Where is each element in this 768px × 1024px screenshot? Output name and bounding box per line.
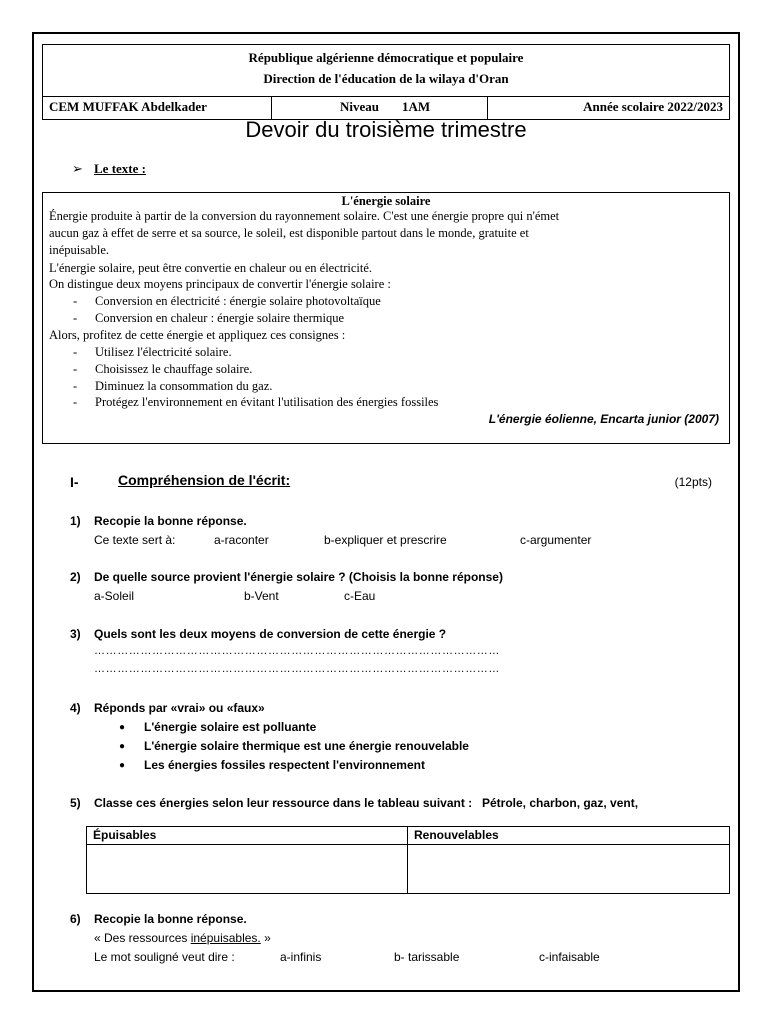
header-year: Année scolaire 2022/2023 — [583, 99, 723, 114]
bullet-icon: ● — [119, 722, 126, 733]
question-text: De quelle source provient l'énergie solaire ? (Choisis la bonne réponse) — [94, 570, 503, 584]
exam-page — [32, 32, 740, 992]
question-number: 2) — [70, 570, 81, 584]
quote-close: » — [264, 931, 271, 945]
question-text: Recopie la bonne réponse. — [94, 912, 247, 926]
text-source: L'énergie éolienne, Encarta junior (2007) — [488, 412, 719, 426]
text-title: L'énergie solaire — [341, 194, 431, 208]
dash: - — [73, 362, 78, 376]
column-header-renewable: Renouvelables — [414, 828, 499, 842]
question-text: Quels sont les deux moyens de conversion de cette énergie ? — [94, 627, 447, 641]
part-number: I- — [70, 474, 79, 490]
text-line: L'énergie solaire, peut être convertie en chaleur ou en électricité. — [49, 261, 373, 275]
question-number: 5) — [70, 796, 81, 810]
header-republic: République algérienne démocratique et populaire — [248, 50, 524, 65]
advice-intro: Alors, profitez de cette énergie et appliquez ces consignes : — [49, 328, 346, 342]
bullet-icon: ● — [119, 760, 126, 771]
classification-table — [86, 826, 730, 894]
option-b: b-expliquer et prescrire — [324, 533, 447, 547]
text-line: inépuisable. — [49, 243, 110, 257]
dash: - — [73, 311, 78, 325]
text-section-label: Le texte : — [94, 161, 146, 176]
column-header-exhaustible: Épuisables — [93, 828, 157, 842]
option-a: a-raconter — [214, 533, 269, 547]
answer-line: …………………………………………………………………………………………… — [94, 663, 500, 675]
question-prompt: Ce texte sert à: — [94, 533, 176, 547]
question-text: Réponds par «vrai» ou «faux» — [94, 701, 265, 715]
dash: - — [73, 345, 78, 359]
advice-item: Protégez l'environnement en évitant l'utilisation des énergies fossiles — [95, 395, 439, 409]
question-text: Recopie la bonne réponse. — [94, 514, 247, 528]
option-c: c-infaisable — [539, 950, 600, 964]
question-number: 3) — [70, 627, 81, 641]
header-direction: Direction de l'éducation de la wilaya d'Oran — [263, 71, 509, 86]
true-false-item: L'énergie solaire est polluante — [144, 720, 317, 734]
part-points: (12pts) — [674, 475, 712, 489]
header-info-row — [43, 96, 729, 119]
question-prompt: Le mot souligné veut dire : — [94, 950, 235, 964]
true-false-item: Les énergies fossiles respectent l'environnement — [144, 758, 425, 772]
level-label: Niveau — [340, 99, 379, 114]
dash: - — [73, 294, 78, 308]
reading-text-box — [42, 192, 730, 444]
option-c: c-argumenter — [520, 533, 592, 547]
quote — [94, 931, 271, 945]
text-line: On distingue deux moyens principaux de convertir l'énergie solaire : — [49, 277, 391, 291]
advice-item: Utilisez l'électricité solaire. — [95, 345, 232, 359]
quote-open: « Des ressources — [94, 931, 188, 945]
text-line: aucun gaz à effet de serre et sa source, le soleil, est disponible partout dans le monde, gratuite et — [49, 226, 529, 240]
header-school: CEM MUFFAK Abdelkader — [43, 97, 272, 120]
part-title: Compréhension de l'écrit: — [118, 472, 291, 488]
bullet-icon: ● — [119, 741, 126, 752]
option-b: b- tarissable — [394, 950, 460, 964]
option-a: a-Soleil — [94, 589, 135, 603]
question-text: Classe ces énergies selon leur ressource dans le tableau suivant : — [94, 796, 473, 810]
option-c: c-Eau — [344, 589, 376, 603]
level-value: 1AM — [402, 99, 431, 114]
conversion-item: Conversion en chaleur : énergie solaire thermique — [95, 311, 344, 325]
option-b: b-Vent — [244, 589, 279, 603]
dash: - — [73, 379, 78, 393]
dash: - — [73, 395, 78, 409]
question-number: 1) — [70, 514, 81, 528]
underlined-word: inépuisables. — [190, 931, 261, 945]
question-number: 4) — [70, 701, 81, 715]
table-header-row — [87, 827, 729, 845]
conversion-item: Conversion en électricité : énergie solaire photovoltaïque — [95, 294, 381, 308]
answer-line: …………………………………………………………………………………………… — [94, 645, 500, 657]
energy-words: Pétrole, charbon, gaz, vent, — [482, 796, 639, 810]
option-a: a-infinis — [280, 950, 322, 964]
true-false-item: L'énergie solaire thermique est une énergie renouvelable — [144, 739, 469, 753]
advice-item: Choisissez le chauffage solaire. — [95, 362, 253, 376]
page-title: Devoir du troisième trimestre — [245, 117, 527, 142]
question-number: 6) — [70, 912, 81, 926]
text-line: Énergie produite à partir de la conversion du rayonnement solaire. C'est une énergie propre qui n'émet — [49, 209, 560, 223]
header-box — [42, 44, 730, 120]
arrow-icon: ➢ — [72, 161, 83, 176]
advice-item: Diminuez la consommation du gaz. — [95, 379, 273, 393]
table-divider — [407, 827, 408, 893]
